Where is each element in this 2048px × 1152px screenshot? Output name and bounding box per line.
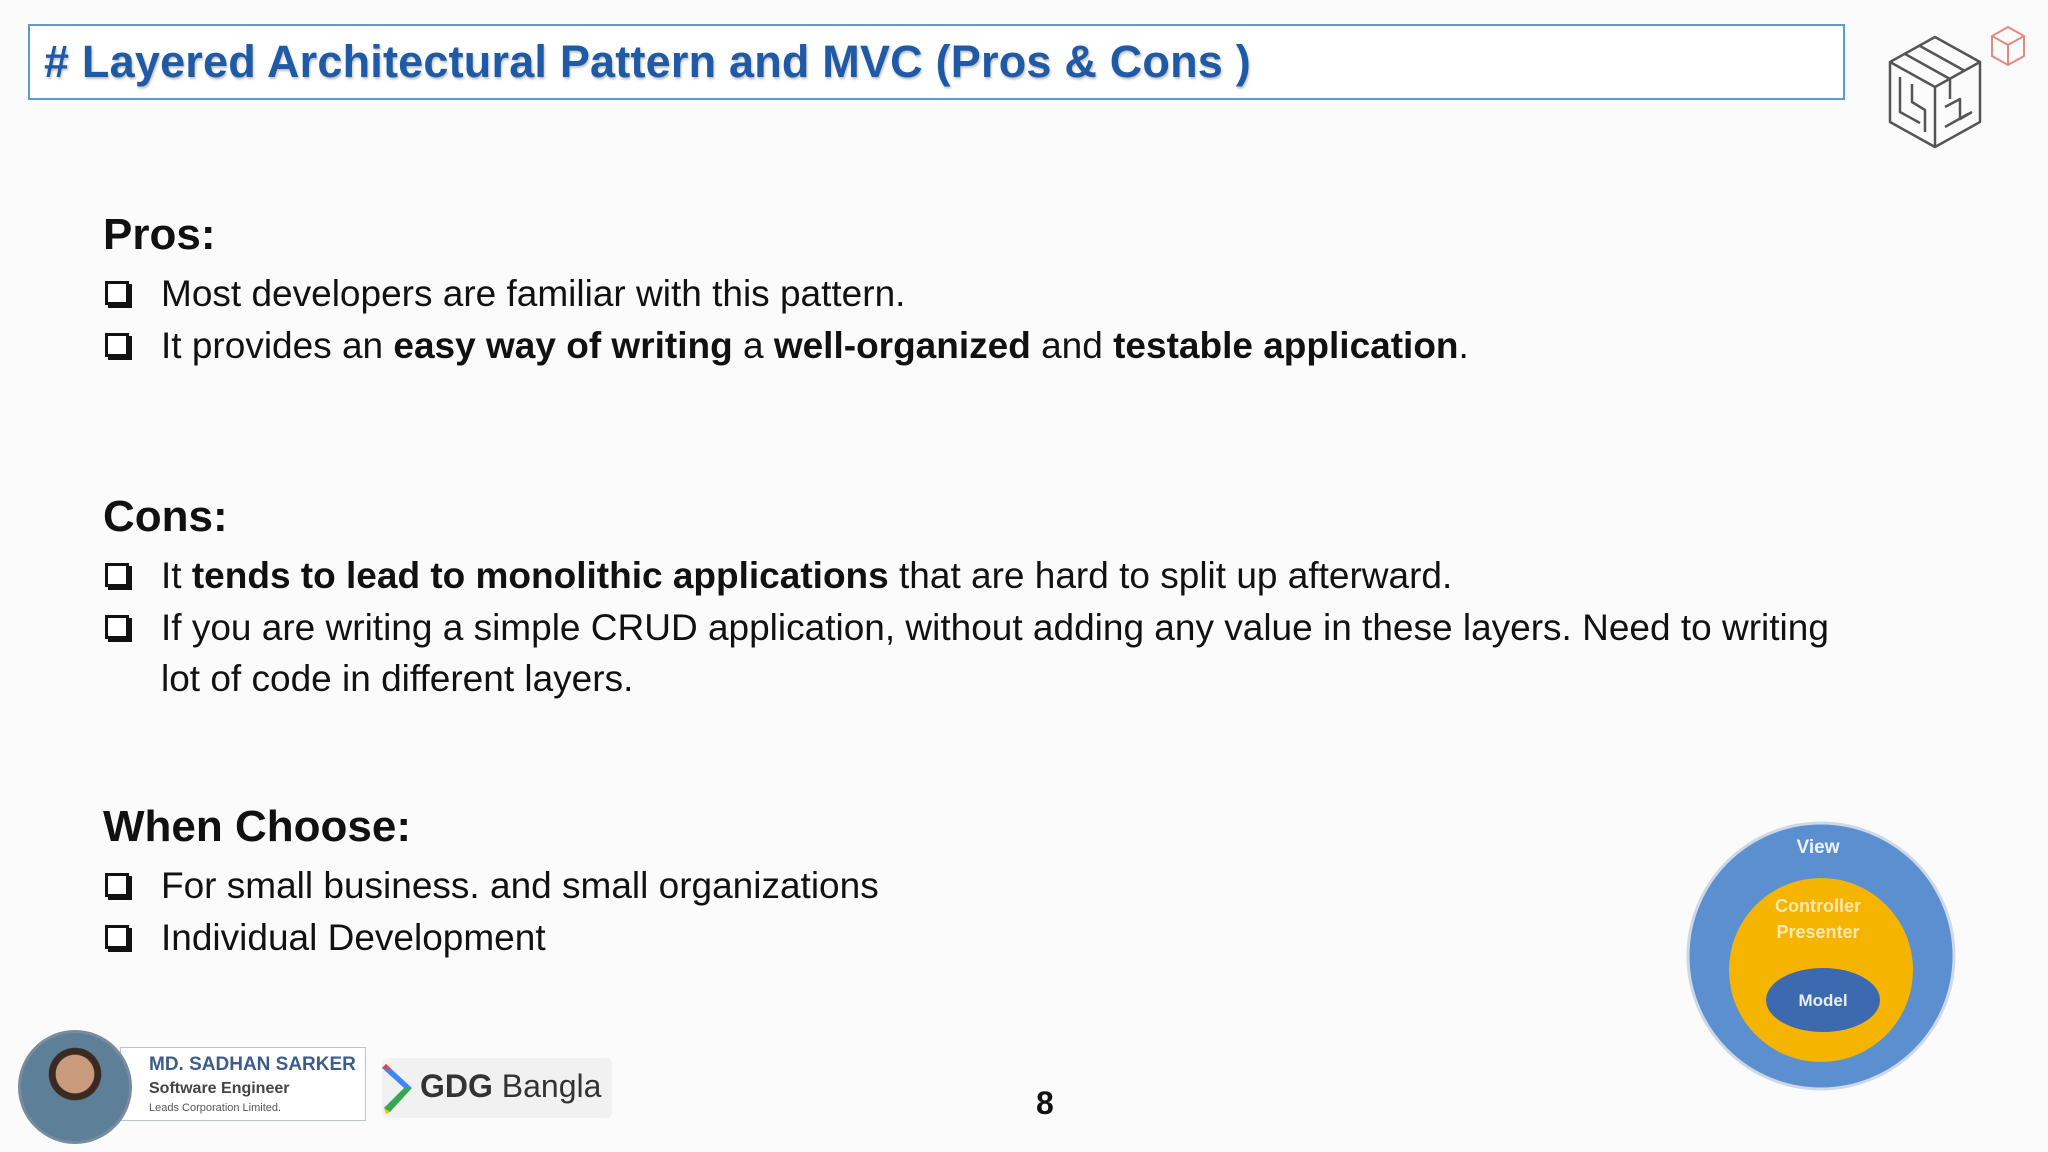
text-run: Most developers are familiar with this pattern. — [161, 273, 906, 314]
gdg-bold: GDG — [420, 1068, 493, 1104]
text-run: that are hard to split up afterward. — [888, 555, 1453, 596]
author-name: MD. SADHAN SARKER — [149, 1054, 356, 1075]
checkbox-bullet-icon — [105, 925, 129, 949]
text-run: If you are writing a simple CRUD application, without adding any value in these layers. Need to writing lot of code in different layers. — [161, 607, 1829, 699]
when-choose-item-text — [161, 912, 1865, 963]
text-run: a — [732, 325, 774, 366]
model-label: Model — [1798, 991, 1848, 1010]
page-number: 8 — [1036, 1085, 1054, 1121]
author-avatar — [18, 1030, 132, 1144]
presenter-label: Presenter — [1776, 922, 1860, 942]
slide-title: # Layered Architectural Pattern and MVC (Pros & Cons ) — [44, 36, 1251, 87]
cons-item-text — [161, 550, 1865, 601]
text-run: . — [1458, 325, 1469, 366]
emphasized-text: testable application — [1113, 325, 1459, 366]
pros-heading: Pros: — [103, 210, 216, 259]
slide-title-box — [28, 24, 1845, 100]
text-run: For small business. and small organizations — [161, 865, 879, 906]
checkbox-bullet-icon — [105, 333, 129, 357]
text-run: It provides an — [161, 325, 394, 366]
gdg-text — [420, 1068, 601, 1105]
cube-logo-icon — [1880, 22, 2030, 162]
pros-item-text — [161, 320, 1865, 371]
controller-label: Controller — [1774, 896, 1862, 916]
checkbox-bullet-icon — [105, 615, 129, 639]
emphasized-text: easy way of writing — [393, 325, 733, 366]
gdg-bangla-logo — [382, 1058, 612, 1118]
author-org: Leads Corporation Limited. — [149, 1102, 282, 1114]
view-label: View — [1796, 837, 1840, 858]
checkbox-bullet-icon — [105, 281, 129, 305]
cons-item-text — [161, 602, 1865, 704]
gdg-chevron-icon — [382, 1062, 418, 1114]
cons-heading: Cons: — [103, 492, 228, 541]
checkbox-bullet-icon — [105, 563, 129, 587]
text-run: and — [1030, 325, 1114, 366]
author-role: Software Engineer — [149, 1080, 290, 1097]
mvc-layer-diagram — [1685, 820, 1957, 1092]
checkbox-bullet-icon — [105, 873, 129, 897]
text-run: It — [161, 555, 192, 596]
emphasized-text: well-organized — [773, 325, 1031, 366]
when-choose-heading: When Choose: — [103, 802, 411, 851]
emphasized-text: tends to lead to monolithic applications — [191, 555, 889, 596]
gdg-rest: Bangla — [501, 1068, 602, 1104]
when-choose-item-text — [161, 860, 1865, 911]
author-card — [120, 1047, 366, 1121]
pros-item-text — [161, 268, 1865, 319]
text-run: Individual Development — [161, 917, 546, 958]
